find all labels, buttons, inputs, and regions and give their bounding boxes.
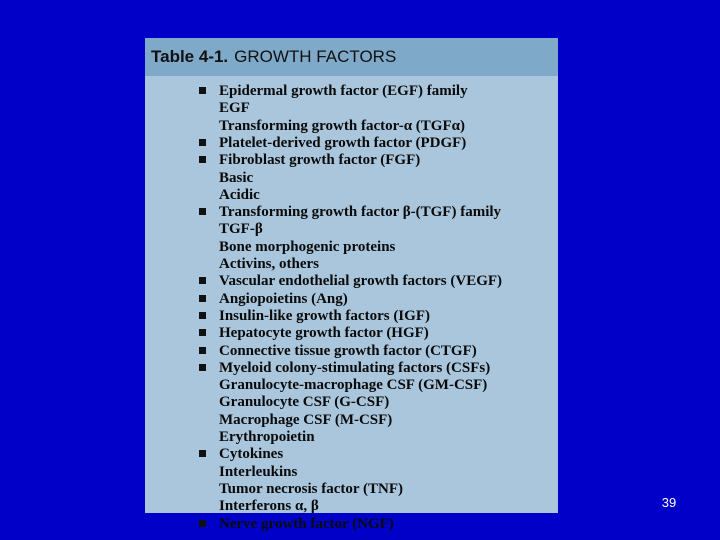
list-item-text: Granulocyte-macrophage CSF (GM-CSF) [219,377,488,394]
list-item-bulleted [199,343,477,360]
list-item-sub [219,100,250,117]
list-item-sub [219,118,465,135]
list-item-sub [219,412,392,429]
list-item-bulleted [199,135,466,152]
list-item-text: Basic [219,169,254,186]
list-item-text: Acidic [219,186,260,203]
list-item-text: Interleukins [219,463,298,480]
page-number: 39 [661,495,677,510]
bullet-square-icon [199,312,206,319]
list-item-bulleted [199,446,283,463]
list-item-sub [219,464,297,481]
bullet-square-icon [199,295,206,302]
list-item-bulleted [199,516,394,533]
list-item-text: Vascular endothelial growth factors (VEGF) [219,273,503,290]
list-item-text: Insulin-like growth factors (IGF) [219,307,430,324]
list-item-sub [219,429,315,446]
list-item-text: Interferons α, β [219,498,319,515]
list-item-sub [219,394,389,411]
list-item-bulleted [199,291,348,308]
list-item-text: TGF-β [219,221,263,238]
bullet-square-icon [199,87,206,94]
list-item-text: Bone morphogenic proteins [219,238,396,255]
list-item-text: Platelet-derived growth factor (PDGF) [219,134,467,151]
list-item-text: Nerve growth factor (NGF) [219,515,394,532]
list-item-text: Activins, others [219,256,319,272]
table-title [151,47,396,67]
bullet-square-icon [199,139,206,146]
list-item-bulleted [199,273,502,290]
list-item-bulleted [199,308,430,325]
table-header-band [145,38,558,76]
bullet-square-icon [199,450,206,457]
list-item-sub [219,498,319,515]
bullet-square-icon [199,347,206,354]
list-item-text: Transforming growth factor β-(TGF) family [219,204,502,221]
list-item-text: Angiopoietins (Ang) [219,290,348,307]
bullet-square-icon [199,156,206,163]
list-item-bulleted [199,152,420,169]
list-item-text: Macrophage CSF (M-CSF) [219,411,393,428]
list-item-bulleted [199,325,429,342]
list-item-bulleted [199,204,501,221]
list-item-text: Transforming growth factor-α (TGFα) [219,117,466,134]
bullet-square-icon [199,329,206,336]
list-item-sub [219,481,403,498]
list-item-sub [219,239,395,256]
list-item-text: Myeloid colony-stimulating factors (CSFs) [219,359,491,376]
page-content [145,38,558,532]
list-item-sub [219,170,253,187]
list-item-bulleted [199,83,468,100]
list-item-text: Fibroblast growth factor (FGF) [219,152,421,169]
scanned-table-page [145,38,558,532]
bullet-square-icon [199,277,206,284]
list-item-text: Epidermal growth factor (EGF) family [219,83,468,99]
list-item-sub [219,221,263,238]
list-item-sub [219,377,487,394]
list-item-sub [219,187,260,204]
list-item-sub [219,256,319,273]
bullet-square-icon [199,208,206,215]
table-number: Table 4-1. [151,47,229,66]
list-item-text: Erythropoietin [219,429,315,445]
bullet-square-icon [199,520,206,527]
list-item-text: Cytokines [219,446,284,463]
list-item-bulleted [199,360,490,377]
list-item-text: EGF [219,100,250,117]
list-item-text: Tumor necrosis factor (TNF) [219,480,404,497]
bullet-square-icon [199,364,206,371]
table-name: GROWTH FACTORS [234,47,397,66]
list-item-text: Hepatocyte growth factor (HGF) [219,325,429,342]
list-item-text: Connective tissue growth factor (CTGF) [219,342,477,359]
list-item-text: Granulocyte CSF (G-CSF) [219,394,390,411]
